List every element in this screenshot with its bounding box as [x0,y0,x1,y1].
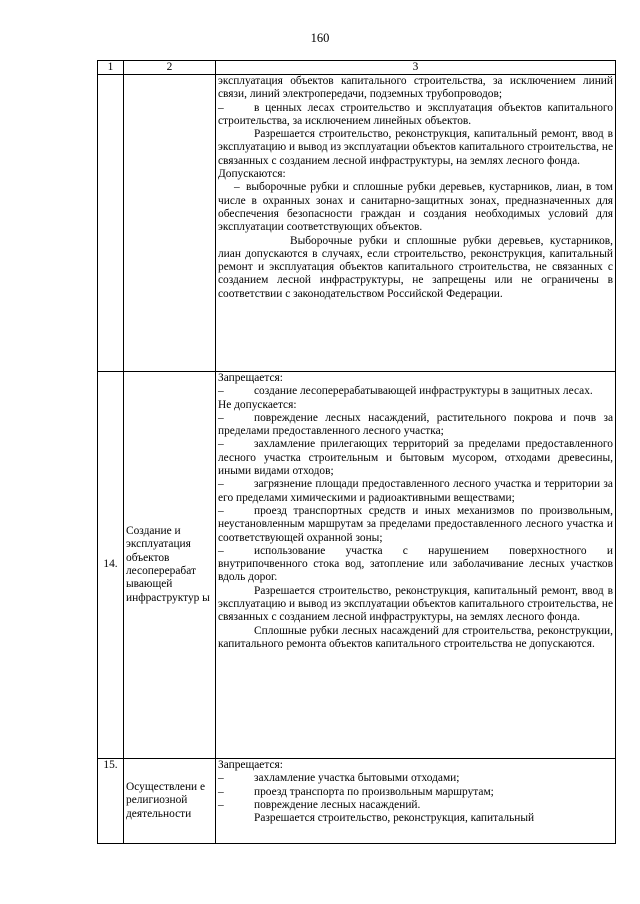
rule-text: выборочные рубки и сплошные рубки деревьев, кустарников, лиан, в том числе в охранных зонах и санитарно-защитных зонах, предназначенных для обеспечения безопасности граждан и создания необходимых условий для эксплуатации соответствующих объектов. [218,181,613,234]
page-number: 160 [310,31,330,45]
dash-bullet: – [218,385,224,398]
rule-paragraph [218,545,613,585]
rule-paragraph: Не допускается: [218,398,297,411]
rule-paragraph [218,786,613,799]
rule-paragraph: Допускаются: [218,168,286,181]
rule-paragraph [218,799,613,812]
rule-text: проезд транспорта по произвольным маршрутам; [254,785,494,798]
rule-text: в ценных лесах строительство и эксплуатация объектов капитального строительства, за исключением линейных объектов. [218,101,613,127]
header-cell-3: 3 [216,61,616,75]
row-number [98,75,124,372]
dash-bullet: – [234,181,240,194]
rule-text: повреждение лесных насаждений. [254,798,421,811]
row-rules [216,759,616,844]
table-row-15 [98,759,616,844]
dash-bullet: – [218,101,224,114]
rule-paragraph: Сплошные рубки лесных насаждений для строительства, реконструкции, капитального ремонта объектов капитального строительства не допускаются. [218,624,613,650]
rule-paragraph: Разрешается строительство, реконструкция, капитальный ремонт, ввод в эксплуатацию и вывод из эксплуатации объектов капитального строительства, не связанных с созданием лесной инфраструктуры, на землях лесного фонда. [218,584,613,624]
dash-bullet: – [218,544,224,557]
table-header-row [98,61,616,75]
dash-bullet: – [218,772,224,785]
row-number: 14. [98,372,124,759]
dash-bullet: – [218,411,224,424]
rule-paragraph: Запрещается: [218,372,283,384]
rule-text: использование участка с нарушением поверхностного и внутрипочвенного стока вод, затопление или заболачивание лесных участков вдоль дорог. [218,544,613,584]
rule-paragraph [218,102,613,129]
rule-text: захламление прилегающих территорий за пределами предоставленного лесного участка строительным и бытовым мусором, отходами древесины, иными видами отходов; [218,438,613,478]
dash-bullet: – [218,478,224,491]
rule-paragraph [218,772,613,785]
rule-paragraph: Выборочные рубки и сплошные рубки деревьев, кустарников, лиан допускаются в случаях, если строительство, реконструкция, капитальный ремонт и эксплуатация объектов капитального строительства, не связанных с созданием лесной инфраструктуры, не запрещены или не ограничены в соответствии с законодательством Российской Федерации. [218,234,613,300]
rule-text: захламление участка бытовыми отходами; [254,772,460,785]
dash-bullet: – [218,785,224,798]
rule-paragraph: Запрещается: [218,759,283,771]
row-number: 15. [98,759,124,844]
regulations-table [97,60,616,844]
rule-paragraph [218,478,613,505]
header-cell-1: 1 [98,61,124,75]
rule-text: повреждение лесных насаждений, растительного покрова и почв за пределами предоставленного лесного участка; [218,411,613,438]
dash-bullet: – [218,798,224,811]
header-cell-2: 2 [124,61,216,75]
rule-text: загрязнение площади предоставленного лесного участка и территории за его пределами химическими и радиоактивными веществами; [218,478,613,504]
row-rules [216,75,616,372]
table-row-14 [98,372,616,759]
row-activity [124,75,216,372]
table-row-continued [98,75,616,372]
rule-paragraph: эксплуатация объектов капитального строительства, за исключением линий связи, линий электропередачи, подземных трубопроводов; [218,75,613,101]
rule-paragraph [218,438,613,478]
rule-paragraph [218,181,613,234]
rule-text: создание лесоперерабатывающей инфраструктуры в защитных лесах. [254,385,593,398]
rule-paragraph [218,385,613,398]
dash-bullet: – [218,504,224,517]
rule-paragraph: Разрешается строительство, реконструкция, капитальный [254,812,535,825]
rule-paragraph [218,505,613,545]
dash-bullet: – [218,438,224,451]
rule-text: проезд транспортных средств и иных механизмов по произвольным, неустановленным маршрутам за пределами предоставленного лесного участка и соответствующей охранной зоны; [218,504,613,544]
rule-paragraph: Разрешается строительство, реконструкция, капитальный ремонт, ввод в эксплуатацию и вывод из эксплуатации объектов капитального строительства, не связанных с созданием лесной инфраструктуры, на землях лесного фонда. [218,128,613,167]
row-activity: Осуществлени е религиозной деятельности [124,759,216,844]
rule-paragraph [218,412,613,439]
row-rules [216,372,616,759]
row-activity: Создание и эксплуатация объектов лесоперерабат ывающей инфраструктур ы [124,372,216,759]
